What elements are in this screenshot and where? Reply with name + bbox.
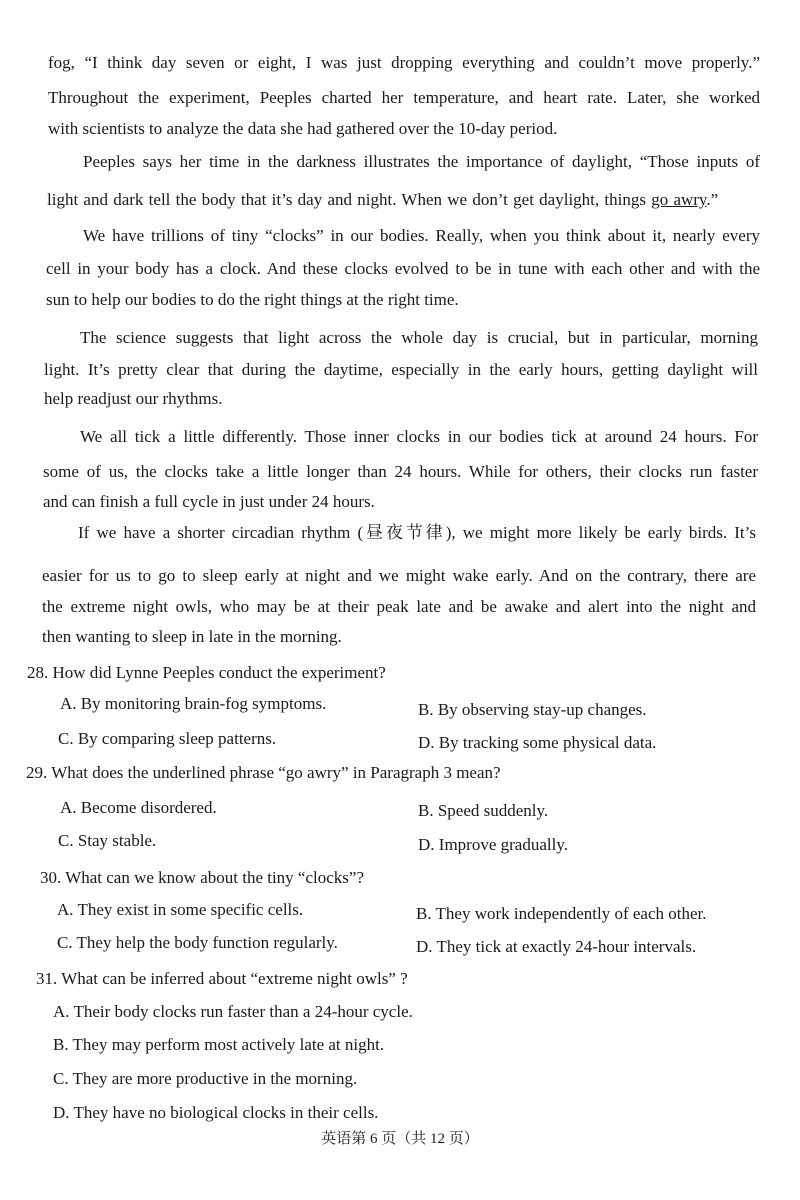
passage-line: fog, “I think day seven or eight, I was just dropping everything and couldn’t move properly.” bbox=[48, 53, 760, 72]
passage-line: We all tick a little differently. Those inner clocks in our bodies tick at around 24 hours. For bbox=[80, 427, 758, 446]
passage-line: the extreme night owls, who may be at their peak late and be awake and alert into the night and bbox=[42, 597, 756, 616]
option-c: C. They are more productive in the morning. bbox=[53, 1069, 358, 1088]
passage-line: Peeples says her time in the darkness illustrates the importance of daylight, “Those inputs of bbox=[83, 152, 760, 171]
passage-line: sun to help our bodies to do the right things at the right time. bbox=[46, 290, 459, 309]
passage-line: with scientists to analyze the data she had gathered over the 10-day period. bbox=[48, 119, 558, 138]
passage-line: If we have a shorter circadian rhythm (昼夜节律), we might more likely be early birds. It’s bbox=[78, 523, 756, 542]
option-d: D. By tracking some physical data. bbox=[418, 733, 657, 752]
passage-line: some of us, the clocks take a little longer than 24 hours. While for others, their clocks run faster bbox=[43, 462, 758, 481]
question-stem: 31. What can be inferred about “extreme night owls” ? bbox=[36, 969, 408, 988]
option-d: D. They have no biological clocks in their cells. bbox=[53, 1103, 379, 1122]
passage-line: cell in your body has a clock. And these clocks evolved to be in tune with each other and with the bbox=[46, 259, 760, 278]
page-footer: 英语第 6 页（共 12 页） bbox=[321, 1131, 479, 1147]
text: light and dark tell the body that it’s day and night. When we don’t get daylight, things bbox=[47, 190, 652, 209]
passage-line: Throughout the experiment, Peeples charted her temperature, and heart rate. Later, she worked bbox=[48, 88, 760, 107]
passage-line bbox=[47, 189, 718, 211]
passage-line: light. It’s pretty clear that during the daytime, especially in the early hours, getting daylight will bbox=[44, 360, 758, 379]
text: .” bbox=[706, 190, 719, 209]
passage-line: then wanting to sleep in late in the morning. bbox=[42, 627, 342, 646]
option-b: B. They may perform most actively late at night. bbox=[53, 1035, 385, 1054]
option-b: B. They work independently of each other. bbox=[416, 904, 707, 923]
passage-line: The science suggests that light across the whole day is crucial, but in particular, morning bbox=[80, 328, 758, 347]
option-a: A. Their body clocks run faster than a 24-hour cycle. bbox=[53, 1002, 413, 1021]
option-a: A. By monitoring brain-fog symptoms. bbox=[60, 694, 327, 713]
option-a: A. Become disordered. bbox=[60, 798, 217, 817]
passage-line: easier for us to go to sleep early at night and we might wake early. And on the contrary, there are bbox=[42, 566, 756, 585]
question-stem: 30. What can we know about the tiny “clocks”? bbox=[40, 868, 364, 887]
passage-line: and can finish a full cycle in just under 24 hours. bbox=[43, 492, 375, 511]
option-b: B. By observing stay-up changes. bbox=[418, 700, 647, 719]
option-a: A. They exist in some specific cells. bbox=[57, 900, 304, 919]
underlined-phrase: go awry bbox=[651, 190, 707, 209]
option-c: C. They help the body function regularly. bbox=[57, 933, 338, 952]
option-b: B. Speed suddenly. bbox=[418, 801, 549, 820]
option-c: C. By comparing sleep patterns. bbox=[58, 729, 277, 748]
option-c: C. Stay stable. bbox=[58, 831, 157, 850]
option-d: D. They tick at exactly 24-hour intervals. bbox=[416, 937, 697, 956]
passage-line: We have trillions of tiny “clocks” in our bodies. Really, when you think about it, nearly every bbox=[83, 226, 760, 245]
question-stem: 29. What does the underlined phrase “go awry” in Paragraph 3 mean? bbox=[26, 763, 501, 782]
option-d: D. Improve gradually. bbox=[418, 835, 568, 854]
question-stem: 28. How did Lynne Peeples conduct the experiment? bbox=[27, 663, 386, 682]
passage-line: help readjust our rhythms. bbox=[44, 389, 223, 408]
